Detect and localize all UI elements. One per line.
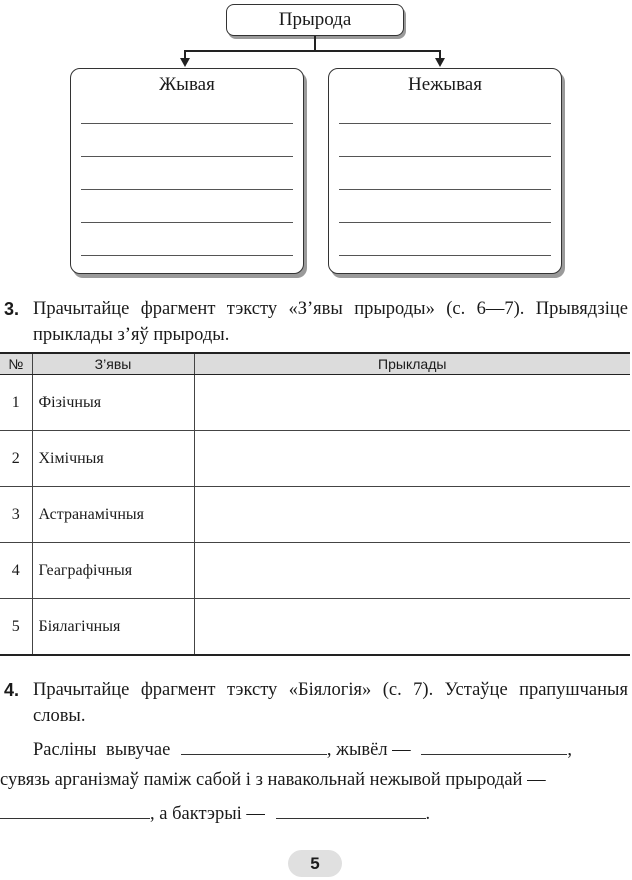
row-number: 2 (0, 431, 32, 487)
row-number: 1 (0, 375, 32, 431)
arrow-right-head (435, 58, 445, 67)
table-header-row (0, 353, 630, 375)
examples-cell[interactable] (194, 487, 630, 543)
row-phenomenon: Хімічныя (32, 431, 194, 487)
row-phenomenon: Астранамічныя (32, 487, 194, 543)
answer-line[interactable] (81, 222, 293, 223)
answer-line[interactable] (81, 189, 293, 190)
row-phenomenon: Геаграфічныя (32, 543, 194, 599)
examples-cell[interactable] (194, 543, 630, 599)
page-number-badge (288, 850, 342, 877)
answer-line[interactable] (81, 156, 293, 157)
fill-line-1 (0, 736, 630, 763)
row-number: 4 (0, 543, 32, 599)
blank-plants[interactable] (181, 736, 327, 755)
answer-line[interactable] (339, 255, 551, 256)
task-4 (4, 677, 628, 729)
category-title-living: Жывая (159, 74, 215, 95)
diagram-root-label: Прырода (278, 9, 352, 30)
fill-line-3 (0, 800, 630, 827)
answer-line[interactable] (339, 156, 551, 157)
task-3-number: 3. (4, 299, 20, 319)
phenomena-table (0, 352, 630, 656)
examples-cell[interactable] (194, 599, 630, 656)
answer-line[interactable] (339, 123, 551, 124)
header-number: № (0, 353, 32, 375)
fill-text-end-1: , (567, 740, 572, 760)
row-phenomenon: Фізічныя (32, 375, 194, 431)
fill-text-relations: сувязь арганізмаў паміж сабой і з навакольнай нежывой прыродай — (0, 770, 546, 790)
table-row (0, 543, 630, 599)
examples-cell[interactable] (194, 375, 630, 431)
header-phenomena: З’явы (32, 353, 194, 375)
answer-line[interactable] (339, 189, 551, 190)
fill-text-bacteria: , а бактэрыі — (150, 804, 265, 824)
task-4-text: Прачытайце фрагмент тэксту «Біялогія» (с. 7). Устаўце прапушчаныя словы. (33, 680, 628, 726)
page-number: 5 (310, 853, 320, 873)
row-phenomenon: Біялагічныя (32, 599, 194, 656)
examples-cell[interactable] (194, 431, 630, 487)
fill-text-end-3: . (425, 804, 431, 824)
fill-text-animals: , жывёл — (326, 740, 411, 760)
table-row (0, 375, 630, 431)
task-3-text: Прачытайце фрагмент тэксту «З’явы прыроды» (с. 6—7). Прывядзіце прыклады з’яў прыроды. (33, 299, 628, 345)
task-3 (4, 296, 628, 348)
row-number: 3 (0, 487, 32, 543)
blank-relations[interactable] (0, 800, 150, 819)
task-4-number: 4. (4, 680, 20, 700)
answer-line[interactable] (339, 222, 551, 223)
diagram-root-box (226, 4, 404, 36)
fill-line-2 (0, 767, 630, 793)
header-examples: Прыклады (194, 353, 630, 375)
table-row (0, 487, 630, 543)
blank-bacteria[interactable] (276, 800, 426, 819)
row-number: 5 (0, 599, 32, 656)
table-row (0, 599, 630, 656)
category-box-nonliving (328, 68, 562, 274)
connector-vertical (314, 36, 316, 51)
answer-line[interactable] (81, 255, 293, 256)
fill-text-plants: Расліны вывучае (33, 740, 171, 760)
answer-line[interactable] (81, 123, 293, 124)
blank-animals[interactable] (421, 736, 567, 755)
connector-horizontal (184, 50, 440, 52)
category-box-living (70, 68, 304, 274)
table-row (0, 431, 630, 487)
category-title-nonliving: Нежывая (408, 74, 482, 95)
arrow-left-head (180, 58, 190, 67)
